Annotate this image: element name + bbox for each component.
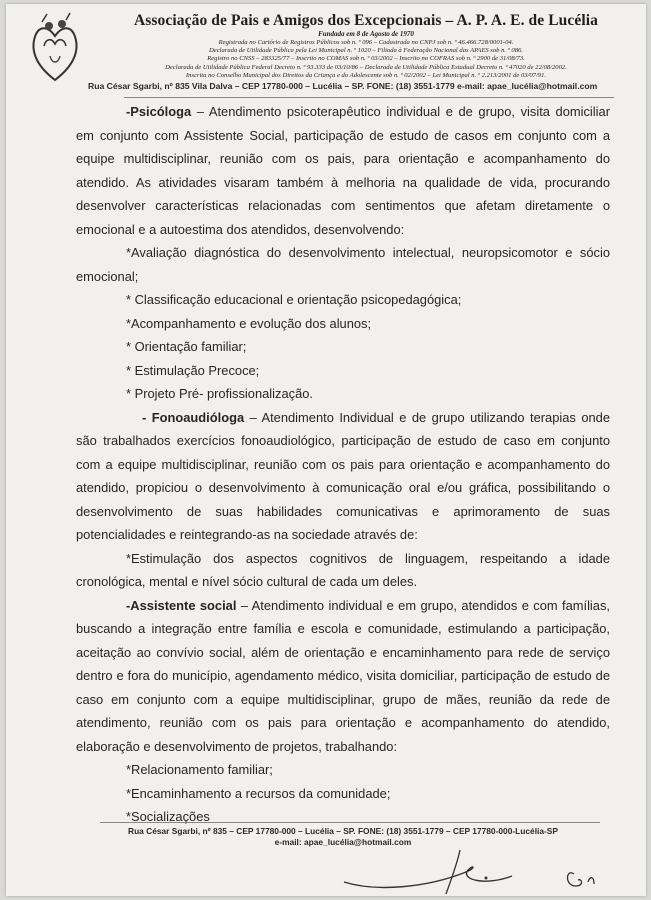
registry-line: Inscrita no Conselho Municipal dos Direitos da Criança e do Adolescente sob n. º 02/2002 – Lei Municipal n. º 2.213/2001 de 03/07/91.	[185, 71, 547, 79]
header-divider	[124, 97, 614, 98]
assistente-text: – Atendimento individual e em grupo, atendidos e com famílias, buscando a integração entre família e escola e comunidade, estimulando a participação, aceitação ao convívio social, além de orientação e encaminhamento para rede de serviço dentro e fora do município, agendamento médico, visita domiciliar, participação de estudo de caso em conjunto com a equipe multidisciplinar, grupo de mães, reunião da rede de atendimento, reunião com os pais para orientação e acompanhamento do atendido, elaboração e desenvolvimento de projetos, trabalhando:	[76, 597, 610, 754]
organization-name: Associação de Pais e Amigos dos Excepcionais – A. P. A. E. de Lucélia	[133, 12, 599, 29]
registry-line: Registrada no Cartório de Registros Públicos sob n. º 096 – Cadastrada no CNPJ sob n. º 46.466.728/0001-04.	[218, 39, 514, 46]
list-item: * Projeto Pré- profissionalização.	[126, 386, 314, 401]
registry-line: Declarada de Utilidade Pública Federal Decreto n. º 93.333 de 03/10/86 – Declarada de Utilidade Pública Estadual Decreto n. º 47020 de 22/08/2002.	[165, 63, 567, 71]
list-item: *Avaliação diagnóstica do desenvolvimento intelectual, neuropsicomotor e sócio emocional;	[76, 245, 610, 284]
list-item: *Socializações	[126, 809, 210, 824]
document-page	[6, 4, 646, 896]
list-item: *Encaminhamento a recursos da comunidade;	[126, 785, 391, 801]
fono-text: – Atendimento Individual e de grupo utilizando terapias onde são trabalhados exercícios fonoaudiológico, participação de estudo de caso em conjunto com a equipe multidisciplinar, reunião com os pais para orientação e acompanhamento do atendido, propiciou o desenvolvimento à comunicação oral e/ou gráfica, possibilitando o desenvolvimento de suas habilidades comunicativas e aprimoramento de suas potencialidades e reintegrando-as na sociedade através de:	[76, 409, 610, 542]
assistente-paragraph	[76, 594, 610, 759]
list-item: *Relacionamento familiar;	[126, 762, 273, 777]
handwritten-signature	[336, 842, 636, 896]
header-address: Rua César Sgarbi, nº 835 Vila Dalva – CEP 17780-000 – Lucélia – SP. FONE: (18) 3551-1779 e-mail: apae_lucélia@hotmail.com	[88, 81, 598, 91]
footer-divider	[100, 822, 600, 823]
list-item: * Classificação educacional e orientação psicopedagógica;	[126, 292, 462, 307]
list-item: * Orientação familiar;	[126, 339, 247, 354]
document-body	[76, 100, 610, 829]
founded-line: Fundada em 8 de Agosto de 1970	[318, 30, 414, 38]
registry-line: Registro no CNSS – 283325/77 – Inscrito no COMAS sob n. º 03/2002 – Inscrito no COFRAS sob n. º 2900 de 31/08/73.	[207, 55, 525, 63]
psicologa-text: – Atendimento psicoterapêutico individual e de grupo, visita domiciliar em conjunto com Assistente Social, participação de estudo de casos em conjunto com a equipe multidisciplinar, reunião com os pais, para orientação e acompanhamento do atendido. As atividades visaram também à melhoria na qualidade de vida, procurando desenvolver características relacionadas com sentimentos que afetam diretamente o emocional e a autoestima dos atendidos, desenvolvendo:	[76, 104, 610, 237]
list-item: *Estimulação dos aspectos cognitivos de linguagem, respeitando a idade cronológica, mental e nível sócio cultural de cada um deles.	[76, 550, 610, 589]
fono-title: - Fonoaudióloga	[142, 409, 245, 425]
letterhead	[92, 12, 640, 80]
list-item: * Estimulação Precoce;	[126, 362, 260, 378]
fono-paragraph	[76, 406, 610, 547]
apae-logo-icon	[24, 12, 86, 84]
footer-address: Rua César Sgarbi, nº 835 – CEP 17780-000 – Lucélia – SP. FONE: (18) 3551-1779 – CEP 17780-000-Lucélia-SP	[128, 826, 558, 836]
assistente-title: -Assistente social	[126, 597, 237, 613]
registry-line: Declarada de Utilidade Pública pela Lei Municipal n. º 1020 – Filiada à Federação Nacional das APAES sob n. º 086.	[209, 47, 523, 55]
footer-email: e-mail: apae_lucélia@hotmail.com	[274, 837, 412, 847]
psicologa-title: -Psicóloga	[126, 104, 192, 119]
list-item: *Acompanhamento e evolução dos alunos;	[126, 315, 372, 331]
psicologa-paragraph	[76, 100, 610, 241]
